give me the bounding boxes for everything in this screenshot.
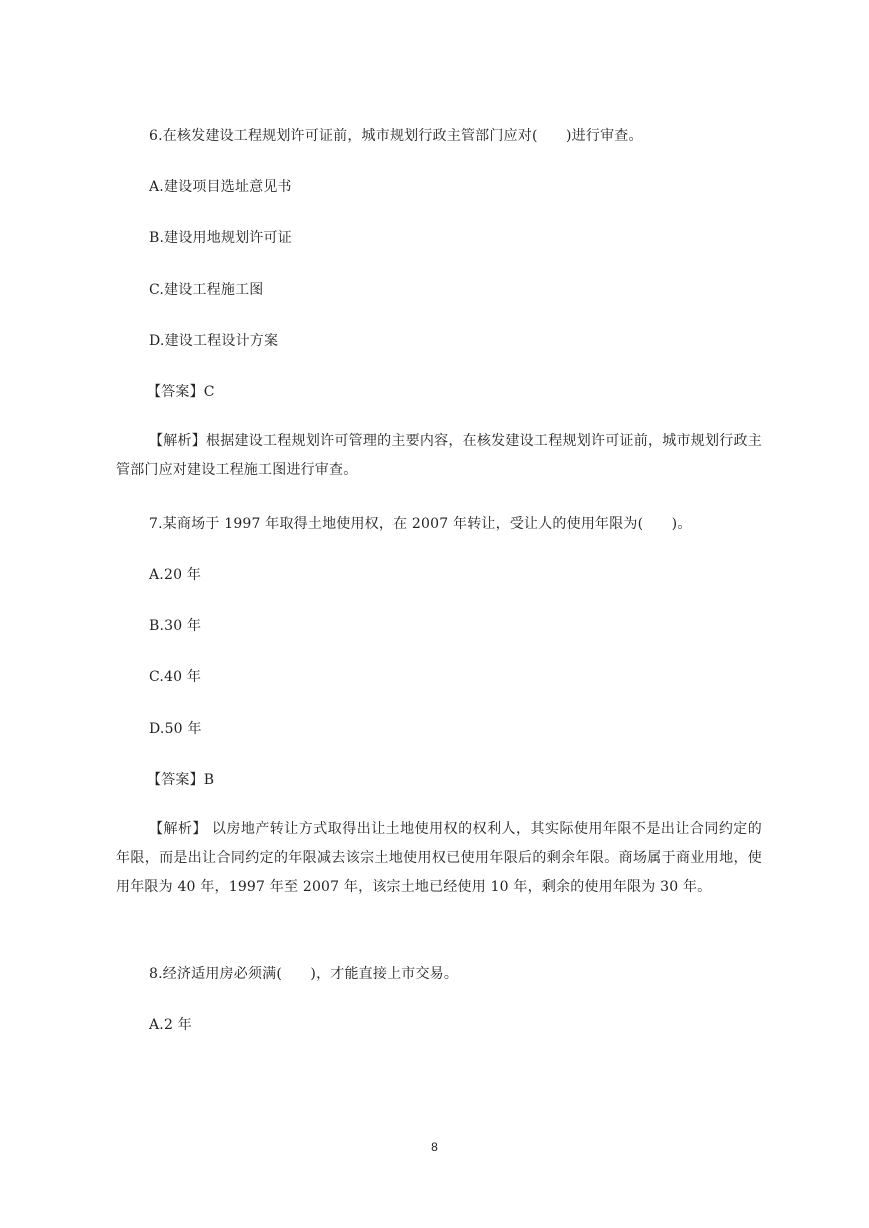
question-6-option-b: B.建设用地规划许可证 [149, 230, 292, 246]
question-6-stem: 6.在核发建设工程规划许可证前，城市规划行政主管部门应对( )进行审查。 [149, 128, 643, 144]
question-8-stem: 8.经济适用房必须满( )，才能直接上市交易。 [149, 966, 459, 982]
question-7-analysis: 【解析】 以房地产转让方式取得出让土地使用权的权利人，其实际使用年限不是出让合同约定的年限，而是出让合同约定的年限减去该宗土地使用权已使用年限后的剩余年限。商场属于商业用地，使用年限为 40 年，1997 年至 2007 年，该宗土地已经使用 10 年，剩余的使用年限为 30 年。 [116, 821, 762, 895]
question-6-option-d: D.建设工程设计方案 [149, 333, 279, 349]
question-6-option-c: C.建设工程施工图 [149, 282, 264, 298]
question-6-option-a: A.建设项目选址意见书 [149, 179, 292, 195]
question-6-analysis: 【解析】根据建设工程规划许可管理的主要内容，在核发建设工程规划许可证前，城市规划行政主管部门应对建设工程施工图进行审查。 [116, 433, 762, 478]
page-number: 8 [431, 1140, 438, 1154]
question-7-option-c: C.40 年 [149, 669, 202, 685]
question-7-option-a: A.20 年 [149, 567, 202, 583]
question-8-option-a: A.2 年 [149, 1017, 192, 1033]
question-7-stem: 7.某商场于 1997 年取得土地使用权，在 2007 年转让，受让人的使用年限为( )。 [149, 516, 692, 532]
question-7-option-b: B.30 年 [149, 618, 202, 634]
question-7-option-d: D.50 年 [149, 721, 202, 737]
question-6-answer: 【答案】C [147, 384, 215, 400]
question-7-answer: 【答案】B [147, 772, 215, 788]
